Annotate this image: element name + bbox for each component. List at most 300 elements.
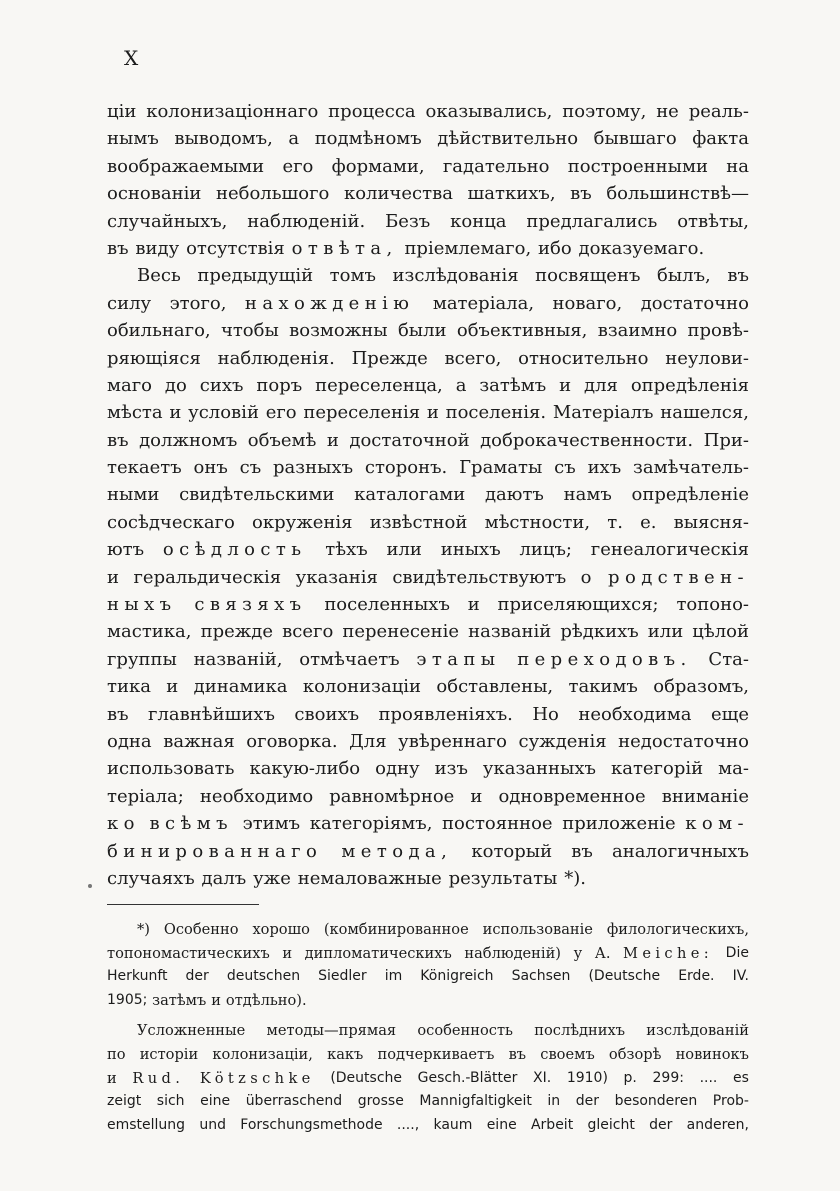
- word: и: [282, 944, 293, 962]
- word: колонизаціоннаго: [146, 101, 319, 122]
- text-line: [107, 427, 749, 454]
- word: опредѣленія: [630, 374, 749, 396]
- text-line: [107, 810, 749, 837]
- word: предыдущій: [197, 265, 314, 287]
- word: такимъ: [568, 676, 638, 698]
- word: deutschen: [226, 968, 301, 985]
- word: онъ: [193, 457, 228, 479]
- main-text: [107, 98, 749, 892]
- word: его: [282, 155, 314, 177]
- word: одновременное: [498, 785, 646, 807]
- text-line: [107, 1019, 749, 1043]
- word: мастика,: [107, 621, 192, 643]
- word: большинствѣ—: [606, 183, 749, 205]
- word: предлагались: [526, 210, 658, 232]
- text-line: [107, 1090, 749, 1114]
- word: своихъ: [294, 703, 360, 725]
- text-line: [107, 153, 749, 180]
- text-line: [107, 618, 749, 645]
- text-line: [107, 646, 749, 673]
- word: отсутствія: [186, 237, 285, 259]
- word: цѣлой: [692, 621, 749, 643]
- word: переходовъ.: [517, 648, 692, 670]
- word: указанія: [295, 566, 378, 588]
- word: Но: [532, 703, 559, 725]
- footnote-rule: [107, 904, 259, 905]
- word: всѣмъ: [149, 813, 234, 835]
- word: Rud.: [132, 1069, 185, 1087]
- word: изслѣдованія: [392, 265, 519, 287]
- word: были: [397, 320, 447, 342]
- word: Ста-: [708, 648, 749, 670]
- word: поселенія.: [445, 402, 547, 424]
- word: проявленіяхъ.: [378, 703, 513, 725]
- word: объективныя,: [456, 320, 588, 342]
- text-line: [107, 918, 749, 942]
- word: p.: [623, 1069, 637, 1086]
- word: необходимо: [199, 785, 314, 807]
- word: eine: [486, 1116, 517, 1133]
- word: сихъ: [199, 374, 244, 396]
- word: особенность: [417, 1022, 513, 1040]
- text-line: [107, 728, 749, 755]
- text-line: [107, 290, 749, 317]
- word: группы: [107, 648, 177, 670]
- word: отвѣты,: [677, 210, 749, 232]
- word: im: [384, 968, 403, 985]
- text-line: [107, 989, 749, 1013]
- word: Erde.: [678, 968, 715, 985]
- word: въ: [570, 183, 592, 205]
- word: Особенно: [163, 921, 239, 938]
- word: возможны: [289, 320, 388, 342]
- word: процесса: [328, 101, 416, 122]
- word: оговорка.: [246, 730, 338, 752]
- word: ными: [107, 484, 160, 506]
- word: Gesch.-Blätter: [417, 1069, 518, 1086]
- word: Herkunft: [107, 968, 168, 985]
- word: и: [470, 785, 483, 807]
- word: указанныхъ: [482, 758, 596, 780]
- text-line: [107, 755, 749, 782]
- word: какъ: [327, 1045, 364, 1063]
- word: поръ: [256, 374, 303, 396]
- word: и: [211, 991, 221, 1009]
- text-line: [107, 481, 749, 508]
- word: и: [107, 1069, 117, 1087]
- word: метода,: [341, 840, 453, 862]
- word: шаткихъ,: [467, 183, 556, 205]
- word: *).: [564, 867, 586, 889]
- word: топономастическихъ: [107, 944, 270, 962]
- word: отвѣта,: [291, 237, 398, 259]
- word: филологическихъ,: [606, 921, 749, 938]
- word: постоянное: [442, 813, 553, 835]
- text-line: [107, 208, 749, 235]
- word: Mannigfaltigkeit: [419, 1093, 532, 1110]
- word: въ: [107, 703, 129, 725]
- word: ....,: [396, 1116, 420, 1133]
- word: виду: [135, 237, 180, 259]
- text-line: [107, 1043, 749, 1067]
- word: отдѣльно).: [225, 991, 307, 1009]
- word: объемѣ: [247, 429, 317, 451]
- word: затѣмъ: [479, 374, 547, 396]
- word: лицъ;: [519, 539, 572, 561]
- word: сторонъ.: [364, 457, 448, 479]
- word: колонизаціи: [302, 676, 422, 698]
- word: Meiche:: [623, 944, 714, 962]
- word: сосѣдческаго: [107, 511, 235, 533]
- word: иныхъ: [440, 539, 501, 561]
- word: и: [166, 676, 179, 698]
- word: который: [471, 840, 553, 862]
- word: выясня-: [673, 511, 749, 533]
- word: grosse: [357, 1093, 404, 1110]
- word: А.: [594, 944, 611, 962]
- word: для: [584, 374, 618, 396]
- word: sich: [156, 1093, 185, 1110]
- word: основаніи: [107, 183, 202, 205]
- word: даютъ: [484, 484, 544, 506]
- word: gleicht: [587, 1116, 635, 1133]
- footnotes: [107, 918, 749, 1137]
- word: теріала;: [107, 785, 184, 807]
- margin-mark: [88, 884, 92, 888]
- word: перенесеніе: [342, 621, 459, 643]
- word: ихъ: [587, 457, 622, 479]
- word: а: [455, 374, 467, 396]
- word: Прежде: [351, 347, 428, 369]
- word: использованіе: [482, 921, 593, 938]
- word: всего: [282, 621, 334, 643]
- word: случайныхъ,: [107, 210, 228, 232]
- text-line: [107, 591, 749, 618]
- word: у: [573, 944, 583, 962]
- word: этимъ: [242, 813, 301, 835]
- word: главнѣйшихъ: [148, 703, 275, 725]
- word: переселенія: [303, 402, 421, 424]
- word: ком-: [685, 813, 749, 835]
- word: его: [265, 402, 297, 424]
- word: изъ: [434, 758, 468, 780]
- word: въ: [107, 237, 129, 259]
- word: колонизаціи,: [212, 1045, 313, 1063]
- word: случаяхъ: [107, 867, 195, 889]
- word: количества: [343, 183, 453, 205]
- word: нашелся,: [660, 402, 749, 424]
- word: каталогами: [354, 484, 466, 506]
- word: образомъ,: [653, 676, 749, 698]
- word: anderen,: [686, 1116, 749, 1133]
- word: достаточной: [349, 429, 470, 451]
- word: и: [169, 402, 182, 424]
- word: по: [107, 1045, 126, 1063]
- word: наблюденій.: [247, 210, 366, 232]
- word: категорій: [610, 758, 704, 780]
- word: ма-: [718, 758, 749, 780]
- text-line: [107, 454, 749, 481]
- word: 299:: [652, 1069, 684, 1086]
- word: неулови-: [665, 347, 749, 369]
- word: всего,: [444, 347, 502, 369]
- word: ряющіяся: [107, 347, 201, 369]
- word: Prob-: [712, 1093, 749, 1110]
- word: Усложненные: [137, 1022, 246, 1040]
- word: 1905;: [107, 991, 148, 1008]
- word: При-: [703, 429, 749, 451]
- word: условій: [188, 402, 259, 424]
- word: формами,: [331, 155, 425, 177]
- text-line: [107, 262, 749, 289]
- word: обильнаго,: [107, 320, 211, 342]
- word: послѣднихъ: [534, 1022, 625, 1040]
- word: названій: [468, 621, 552, 643]
- word: наблюденій): [464, 944, 562, 962]
- word: (Deutsche: [588, 968, 661, 985]
- word: Для: [349, 730, 387, 752]
- word: und: [199, 1116, 226, 1133]
- word: извѣстной: [369, 511, 468, 533]
- word: ціи: [107, 101, 137, 122]
- word: поэтому,: [562, 101, 647, 122]
- word: гадательно: [442, 155, 550, 177]
- word: der: [185, 968, 209, 985]
- word: аналогичныхъ: [612, 840, 749, 862]
- word: исторіи: [139, 1045, 199, 1063]
- word: о родствен-: [580, 566, 749, 588]
- word: нымъ: [107, 128, 159, 150]
- word: факта: [692, 128, 749, 150]
- text-line: [107, 372, 749, 399]
- word: своемъ: [540, 1045, 595, 1063]
- word: былъ,: [657, 265, 711, 287]
- word: бинированнаго: [107, 840, 323, 862]
- word: der: [649, 1116, 673, 1133]
- word: и: [107, 566, 119, 588]
- word: на: [726, 155, 749, 177]
- word: т.: [607, 511, 623, 533]
- word: методы—прямая: [266, 1022, 397, 1040]
- word: Безъ: [385, 210, 431, 232]
- word: рѣдкихъ: [560, 621, 639, 643]
- text-line: [107, 965, 749, 989]
- word: überraschend: [245, 1093, 343, 1110]
- text-line: [107, 317, 749, 344]
- word: es: [733, 1069, 749, 1086]
- word: взаимно: [597, 320, 678, 342]
- word: использовать: [107, 758, 235, 780]
- word: и: [426, 402, 439, 424]
- word: обставлены,: [436, 676, 554, 698]
- text-line: [107, 1114, 749, 1138]
- word: ютъ: [107, 539, 145, 561]
- word: подчеркиваетъ: [377, 1045, 495, 1063]
- word: ко: [107, 813, 140, 835]
- word: достаточно: [640, 292, 749, 314]
- word: съ: [239, 457, 262, 479]
- text-line: [107, 98, 749, 125]
- word: приселяющихся;: [497, 594, 659, 616]
- word: замѣчатель-: [633, 457, 749, 479]
- word: конца: [450, 210, 507, 232]
- word: свидѣтельскими: [179, 484, 335, 506]
- word: немаловажные: [297, 867, 442, 889]
- word: переселенца,: [315, 374, 443, 396]
- word: матеріала,: [432, 292, 535, 314]
- word: а: [288, 128, 300, 150]
- word: свидѣтельствуютъ: [392, 566, 567, 588]
- word: оказывались,: [425, 101, 553, 122]
- word: какую-либо: [249, 758, 361, 780]
- word: или: [647, 621, 684, 643]
- word: уже: [253, 867, 291, 889]
- word: этого,: [169, 292, 227, 314]
- text-line: [107, 235, 749, 262]
- word: въ: [107, 429, 129, 451]
- word: отмѣчаетъ: [299, 648, 400, 670]
- word: бывшаго: [593, 128, 677, 150]
- word: Forschungsmethode: [240, 1116, 383, 1133]
- text-line: [107, 865, 749, 892]
- word: увѣреннаго: [398, 730, 507, 752]
- text-line: [107, 180, 749, 207]
- word: мѣста: [107, 402, 163, 424]
- word: категоріямъ,: [309, 813, 433, 835]
- word: подмѣномъ: [314, 128, 422, 150]
- text-line: [107, 942, 749, 966]
- word: не: [656, 101, 679, 122]
- word: съ: [554, 457, 576, 479]
- word: или: [386, 539, 422, 561]
- word: (Deutsche: [330, 1069, 403, 1086]
- word: силу: [107, 292, 152, 314]
- word: Sachsen: [511, 968, 571, 985]
- word: томъ: [329, 265, 376, 287]
- word: небольшого: [215, 183, 330, 205]
- word: IV.: [732, 968, 749, 985]
- word: посвященъ: [535, 265, 641, 287]
- word: важная: [163, 730, 235, 752]
- text-line: [107, 345, 749, 372]
- text-line: [107, 673, 749, 700]
- word: тѣхъ: [325, 539, 368, 561]
- word: одну: [375, 758, 420, 780]
- word: доброкачественности.: [480, 429, 694, 451]
- text-line: [107, 1067, 749, 1091]
- word: окруженія: [252, 511, 353, 533]
- word: прежде: [200, 621, 274, 643]
- word: генеалогическія: [590, 539, 749, 561]
- word: изслѣдованій: [646, 1022, 749, 1040]
- word: пріемлемаго,: [404, 237, 532, 259]
- word: и: [559, 374, 572, 396]
- word: е.: [640, 511, 657, 533]
- word: Siedler: [318, 968, 367, 985]
- word: тика: [107, 676, 151, 698]
- word: и: [326, 429, 339, 451]
- word: XI.: [533, 1069, 552, 1086]
- text-line: [107, 536, 749, 563]
- word: одна: [107, 730, 152, 752]
- word: этапы: [416, 648, 501, 670]
- word: in: [547, 1093, 561, 1110]
- text-line: [107, 783, 749, 810]
- word: геральдическія: [133, 566, 282, 588]
- word: дѣйствительно: [437, 128, 579, 150]
- text-line: [107, 701, 749, 728]
- word: Граматы: [459, 457, 543, 479]
- word: ныхъ: [107, 594, 177, 616]
- word: вниманіе: [661, 785, 749, 807]
- word: должномъ: [139, 429, 238, 451]
- word: выводомъ,: [174, 128, 273, 150]
- word: besonderen: [614, 1093, 698, 1110]
- word: названій,: [193, 648, 283, 670]
- word: мѣстности,: [484, 511, 591, 533]
- word: недостаточно: [618, 730, 749, 752]
- word: zeigt: [107, 1093, 142, 1110]
- word: провѣ-: [687, 320, 749, 342]
- text-line: [107, 838, 749, 865]
- word: 1910): [566, 1069, 608, 1086]
- word: намъ: [563, 484, 612, 506]
- page-number: X: [124, 46, 140, 70]
- word: поселенныхъ: [324, 594, 450, 616]
- word: нахожденію: [244, 292, 415, 314]
- word: далъ: [201, 867, 247, 889]
- word: и: [467, 594, 480, 616]
- word: относительно: [518, 347, 649, 369]
- word: результаты: [448, 867, 558, 889]
- word: воображаемыми: [107, 155, 265, 177]
- word: доказуемаго.: [578, 237, 705, 259]
- word: динамика: [193, 676, 288, 698]
- word: Весь: [137, 265, 181, 287]
- word: осѣдлость: [162, 539, 307, 561]
- word: наблюденія.: [217, 347, 335, 369]
- word: обзорѣ: [608, 1045, 662, 1063]
- word: текаетъ: [107, 457, 182, 479]
- paragraph-gap: [107, 1012, 749, 1019]
- word: опредѣленіе: [631, 484, 749, 506]
- word: необходима: [578, 703, 692, 725]
- word: eine: [200, 1093, 231, 1110]
- word: Königreich: [420, 968, 494, 985]
- word: чтобы: [220, 320, 279, 342]
- word: маго: [107, 374, 152, 396]
- word: (комбинированное: [323, 921, 469, 938]
- word: новаго,: [552, 292, 623, 314]
- text-line: [107, 399, 749, 426]
- text-line: [107, 125, 749, 152]
- word: Матеріалъ: [552, 402, 654, 424]
- word: Kötzschke: [199, 1069, 315, 1087]
- text-line: [107, 509, 749, 536]
- text-line: [107, 564, 749, 591]
- word: emstellung: [107, 1116, 186, 1133]
- word: связяхъ: [194, 594, 307, 616]
- word: равномѣрное: [329, 785, 455, 807]
- word: Die: [725, 944, 749, 961]
- word: der: [575, 1093, 599, 1110]
- word: Arbeit: [530, 1116, 574, 1133]
- word: реаль-: [688, 101, 749, 122]
- word: построенными: [567, 155, 708, 177]
- word: разныхъ: [273, 457, 354, 479]
- word: хорошо: [252, 921, 310, 938]
- word: еще: [710, 703, 749, 725]
